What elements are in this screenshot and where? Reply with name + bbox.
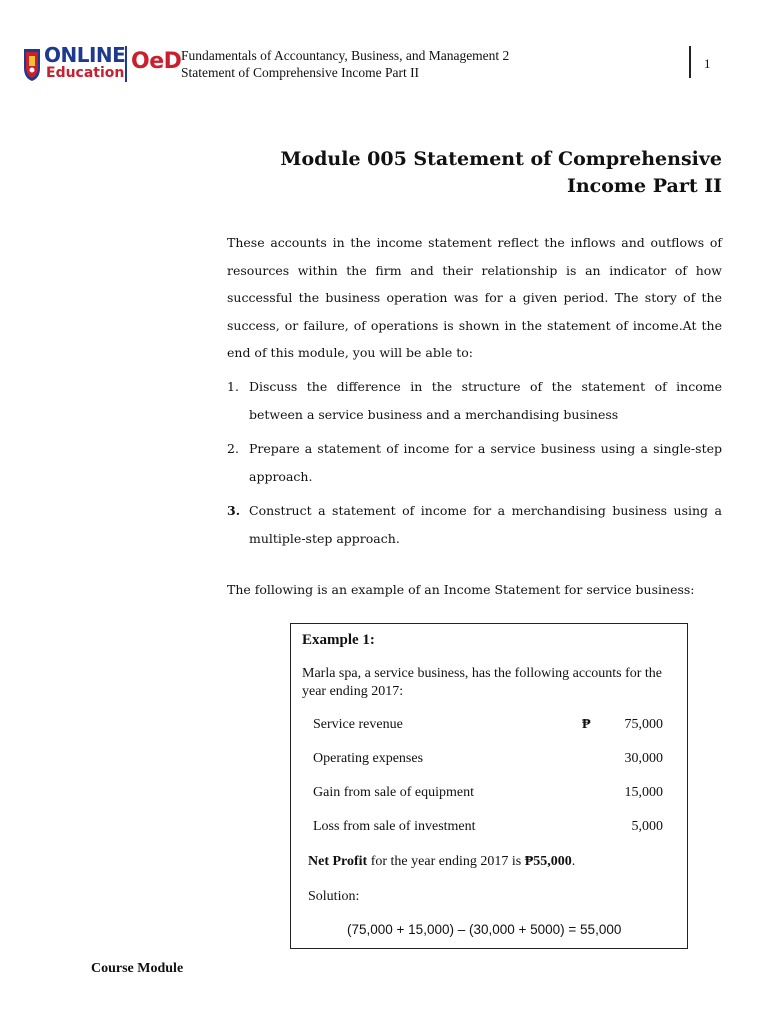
logo-online-text: ONLINE bbox=[44, 43, 126, 67]
account-row bbox=[313, 819, 663, 837]
header-divider bbox=[689, 46, 691, 78]
list-number: 2. bbox=[227, 441, 239, 456]
net-profit-end: . bbox=[571, 854, 576, 869]
example-box bbox=[290, 623, 688, 949]
solution-equation: (75,000 + 15,000) – (30,000 + 5000) = 55,000 bbox=[347, 922, 622, 937]
intro-paragraph: These accounts in the income statement reflect the inflows and outflows of resources within the firm and their relationship is an indicator of how successful the business operation was for a given period. The story of the success, or failure, of operations is shown in the statement of income.At the end of this module, you will be able to: bbox=[227, 235, 722, 360]
account-label: Service revenue bbox=[313, 717, 403, 732]
module-title-line-1: Module 005 Statement of Comprehensive bbox=[280, 148, 722, 170]
list-text: Discuss the difference in the structure of the statement of income between a service business and a merchandising business bbox=[249, 379, 722, 422]
net-profit-text: for the year ending 2017 is bbox=[367, 854, 525, 869]
example-title: Example 1: bbox=[302, 632, 375, 648]
example-lead-text: The following is an example of an Income Statement for service business: bbox=[227, 582, 695, 597]
account-label: Operating expenses bbox=[313, 751, 424, 766]
account-amount: 15,000 bbox=[624, 785, 663, 800]
course-name: Fundamentals of Accountancy, Business, and Management 2 bbox=[181, 48, 510, 63]
solution-label: Solution: bbox=[308, 889, 360, 904]
currency-symbol: ₱ bbox=[582, 717, 591, 732]
list-number: 3. bbox=[227, 503, 241, 518]
example-description: Marla spa, a service business, has the following accounts for the year ending 2017: bbox=[302, 666, 663, 699]
account-row bbox=[313, 751, 663, 769]
topic-name: Statement of Comprehensive Income Part II bbox=[181, 65, 420, 80]
list-number: 1. bbox=[227, 379, 239, 394]
account-label: Loss from sale of investment bbox=[313, 819, 476, 834]
list-item bbox=[227, 497, 722, 552]
list-text: Prepare a statement of income for a service business using a single-step approach. bbox=[249, 441, 722, 484]
running-header bbox=[181, 47, 509, 81]
net-profit-value: ₱55,000 bbox=[524, 854, 572, 869]
net-profit-statement bbox=[308, 854, 575, 870]
account-amount: 5,000 bbox=[631, 819, 663, 834]
account-row bbox=[313, 785, 663, 803]
account-amount: 30,000 bbox=[624, 751, 663, 766]
module-title-line-2: Income Part II bbox=[566, 175, 722, 197]
list-item bbox=[227, 435, 722, 490]
account-amount: 75,000 bbox=[624, 717, 663, 732]
module-title bbox=[242, 146, 722, 200]
account-row bbox=[313, 717, 663, 735]
page-number: 1 bbox=[704, 56, 711, 71]
logo-education-text: Education bbox=[46, 65, 125, 81]
footer-course-module: Course Module bbox=[91, 961, 184, 976]
logo-oed-text: OeD bbox=[131, 49, 182, 74]
list-item bbox=[227, 373, 722, 428]
online-education-logo bbox=[22, 43, 182, 86]
logo-divider bbox=[125, 46, 127, 82]
objectives-list bbox=[227, 373, 722, 559]
account-label: Gain from sale of equipment bbox=[313, 785, 474, 800]
list-text: Construct a statement of income for a merchandising business using a multiple-step approach. bbox=[249, 503, 722, 546]
shield-icon bbox=[22, 46, 42, 82]
net-profit-label: Net Profit bbox=[308, 854, 368, 869]
